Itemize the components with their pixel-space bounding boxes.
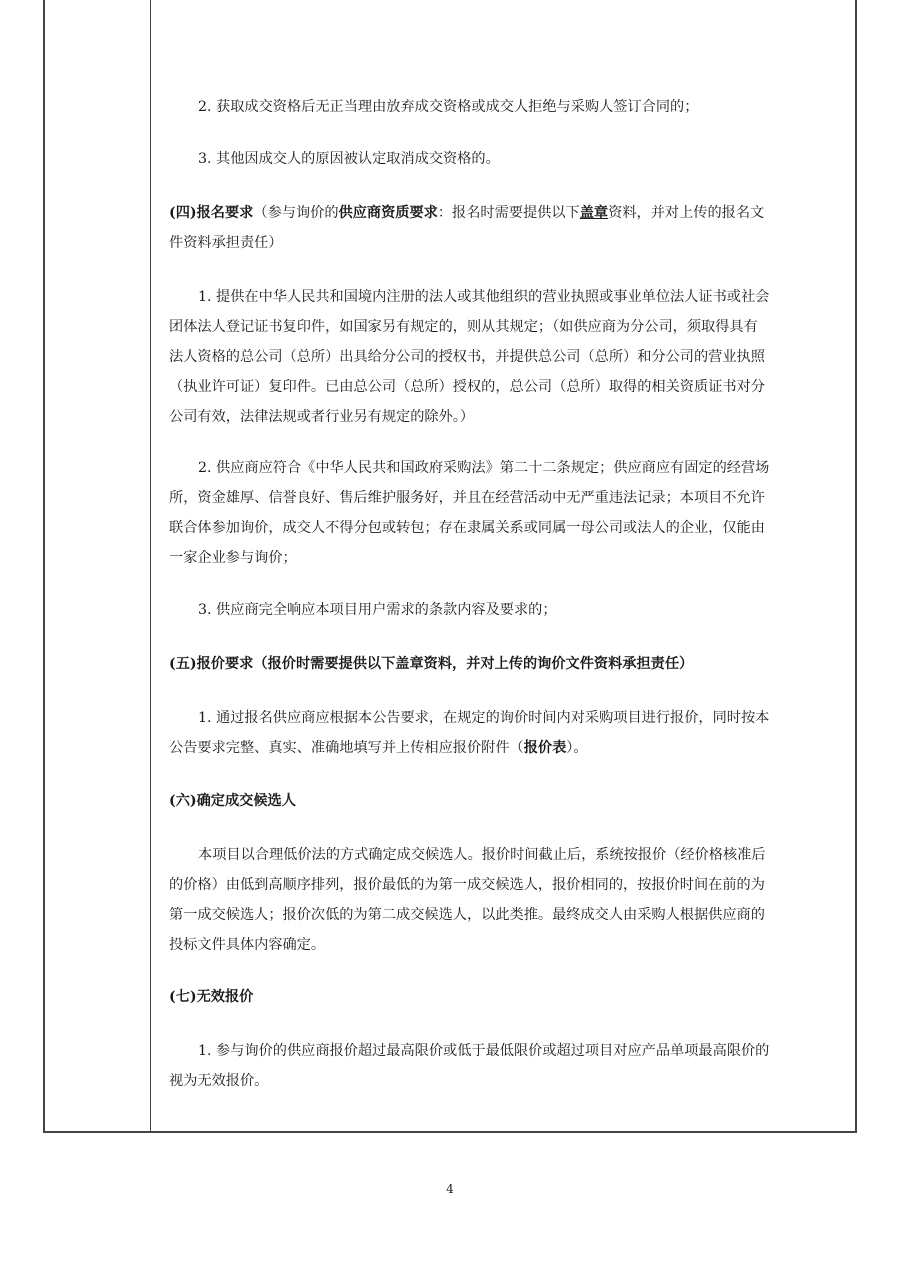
table-left-column xyxy=(45,0,151,1131)
section-4-item-2: 2. 供应商应符合《中华人民共和国政府采购法》第二十二条规定；供应商应有固定的经营场 所，资金雄厚、信誉良好、售后维护服务好，并且在经营活动中无严重违法记录；本项目不允许 联合体参加询价，成交人不得分包或转包；存在隶属关系或同属一母公司或法人的企业，仅能由 一家企业参与询价； xyxy=(169,460,770,566)
page-number: 4 xyxy=(446,1182,454,1196)
section-7-body: 1. 参与询价的供应商报价超过最高限价或低于最低限价或超过项目对应产品单项最高限价的 视为无效报价。 xyxy=(169,1043,770,1089)
section-4-item-1: 1. 提供在中华人民共和国境内注册的法人或其他组织的营业执照或事业单位法人证书或社会 团体法人登记证书复印件，如国家另有规定的，则从其规定；（如供应商为分公司，须取得具有 法人资格的总公司（总所）出具给分公司的授权书，并提供总公司（总所）和分公司的营业执照 （执业许可证）复印件。已由总公司（总所）授权的，总公司（总所）取得的相关资质证书对分 公司有效，法律法规或者行业另有规定的除外。） xyxy=(169,289,770,425)
table-content-cell xyxy=(151,0,855,1131)
section-6 xyxy=(169,786,835,816)
section-4-item-3: 3. 供应商完全响应本项目用户需求的条款内容及要求的； xyxy=(198,602,557,618)
item-top-2: 2. 获取成交资格后无正当理由放弃成交资格或成交人拒绝与采购人签订合同的； xyxy=(198,99,699,115)
section-5-heading: (五)报价要求 xyxy=(169,656,254,672)
section-6-heading: (六)确定成交候选人 xyxy=(169,793,296,809)
section-7 xyxy=(169,982,835,1012)
section-5-item-1: 1. 通过报名供应商应根据本公告要求，在规定的询价时间内对采购项目进行报价，同时按本 公告要求完整、真实、准确地填写并上传相应报价附件（报价表）。 xyxy=(169,710,770,756)
section-5: (五)报价要求（报价时需要提供以下盖章资料，并对上传的询价文件资料承担责任） xyxy=(169,656,694,672)
section-4: (四)报名要求（参与询价的供应商资质要求：报名时需要提供以下盖章资料，并对上传的报名文 件资料承担责任） xyxy=(169,205,765,251)
section-4-heading: (四)报名要求 xyxy=(169,205,254,221)
document-table xyxy=(43,0,857,1133)
section-7-heading: (七)无效报价 xyxy=(169,989,254,1005)
item-top-3: 3. 其他因成交人的原因被认定取消成交资格的。 xyxy=(198,151,500,167)
section-6-body: 本项目以合理低价法的方式确定成交候选人。报价时间截止后，系统按报价（经价格核准后 的价格）由低到高顺序排列，报价最低的为第一成交候选人，报价相同的，按报价时间在前的为 第一成交候选人；报价次低的为第二成交候选人，以此类推。最终成交人由采购人根据供应商的 投标文件具体内容确定。 xyxy=(169,847,766,953)
